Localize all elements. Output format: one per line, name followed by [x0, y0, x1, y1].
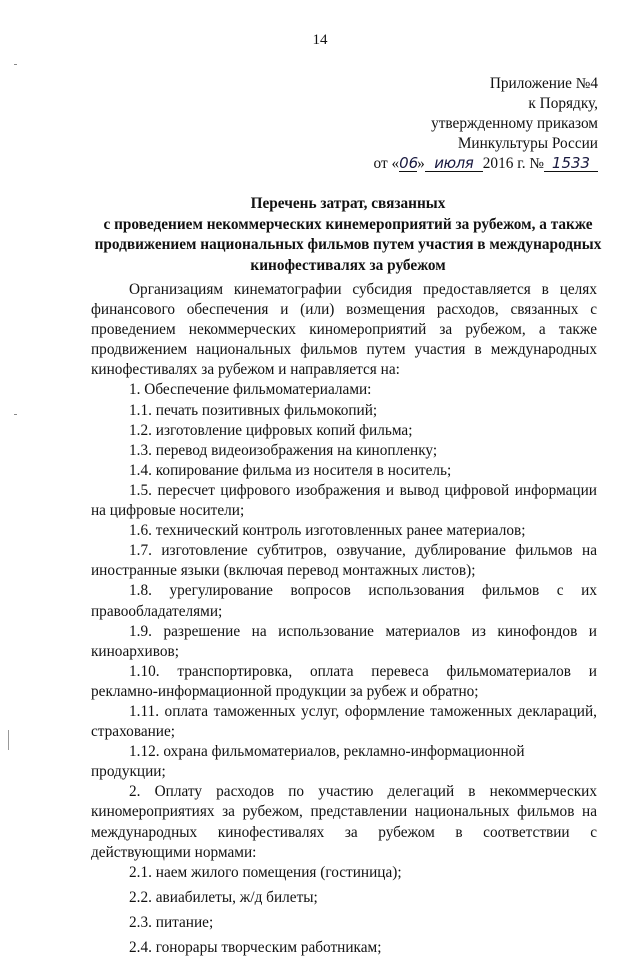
- list-item: 1.12. охрана фильмоматериалов, рекламно-информационной продукции;: [91, 743, 525, 781]
- date-prefix: от «: [373, 155, 400, 172]
- list-item: 2.4. гонорары творческим работникам;: [129, 939, 382, 956]
- list-item: 2. Оплату расходов по участию делегаций в некоммерческих киномероприятиях за рубежом, представлении национальных фильмов на международных кинофестивалях за рубежом в соответствии с действующими нормами:: [91, 783, 597, 861]
- date-year: 2016 г. №: [482, 155, 544, 172]
- list-item: 1.9. разрешение на использование материалов из кинофондов и киноархивов;: [91, 622, 597, 660]
- page-number: 14: [312, 32, 328, 48]
- list-item: 1.10. транспортировка, оплата перевеса фильмоматериалов и рекламно-информационной продукции за рубеж и обратно;: [91, 662, 597, 700]
- appendix-line-3: утвержденному приказом: [431, 115, 598, 132]
- margin-tick: [14, 64, 17, 65]
- appendix-line-2: к Порядку,: [528, 95, 598, 112]
- handwritten-order-number: 1533: [544, 155, 598, 172]
- margin-tick: [14, 414, 17, 415]
- appendix-line-1: Приложение №4: [489, 75, 598, 92]
- list-item: 1.5. пересчет цифрового изображения и вывод цифровой информации на цифровые носители;: [91, 481, 597, 520]
- list-item: 1.2. изготовление цифровых копий фильма;: [129, 421, 413, 439]
- order-date-line: [374, 154, 598, 174]
- document-title: [92, 194, 604, 276]
- margin-mark: [8, 730, 9, 750]
- list-item: 1. Обеспечение фильмоматериалами:: [129, 381, 372, 399]
- list-item: 1.8. урегулирование вопросов использования фильмов с их правообладателями;: [91, 582, 597, 620]
- list-item: 2.3. питание;: [129, 913, 214, 931]
- list-item: 1.7. изготовление субтитров, озвучание, дублирование фильмов на иностранные языки (включая перевод монтажных листов);: [91, 542, 597, 580]
- date-mid: »: [417, 155, 425, 172]
- title-line-4: кинофестивалях за рубежом: [250, 256, 446, 274]
- list-item: 1.4. копирование фильма из носителя в носитель;: [129, 461, 452, 479]
- list-item: 1.11. оплата таможенных услуг, оформление таможенных деклараций, страхование;: [91, 702, 597, 741]
- list-item: 1.1. печать позитивных фильмокопий;: [129, 401, 378, 419]
- list-item: 1.6. технический контроль изготовленных ранее материалов;: [129, 522, 526, 540]
- list-item: 2.1. наем жилого помещения (гостиница);: [129, 863, 402, 881]
- title-line-2: с проведением некоммерческих кинемероприятий за рубежом, а также: [103, 215, 593, 233]
- items-list: [91, 380, 597, 958]
- title-line-1: Перечень затрат, связанных: [250, 195, 446, 212]
- intro-paragraph: Организациям кинематографии субсидия предоставляется в целях финансового обеспечения и (или) возмещения расходов, связанных с проведением некоммерческих киномероприятий за рубежом, а также продвижением национальных фильмов путем участия в международных кинофестивалях за рубежом и направляется на:: [91, 281, 597, 379]
- handwritten-day: 06: [399, 154, 419, 172]
- appendix-line-4: Минкультуры России: [457, 135, 598, 152]
- list-item: 1.3. перевод видеоизображения на кинопленку;: [129, 441, 438, 459]
- appendix-header: [374, 74, 598, 174]
- title-line-3: продвижением национальных фильмов путем участия в международных: [94, 236, 602, 253]
- document-body: [91, 280, 597, 958]
- list-item: 2.2. авиабилеты, ж/д билеты;: [129, 888, 318, 906]
- handwritten-month: июля: [425, 155, 483, 172]
